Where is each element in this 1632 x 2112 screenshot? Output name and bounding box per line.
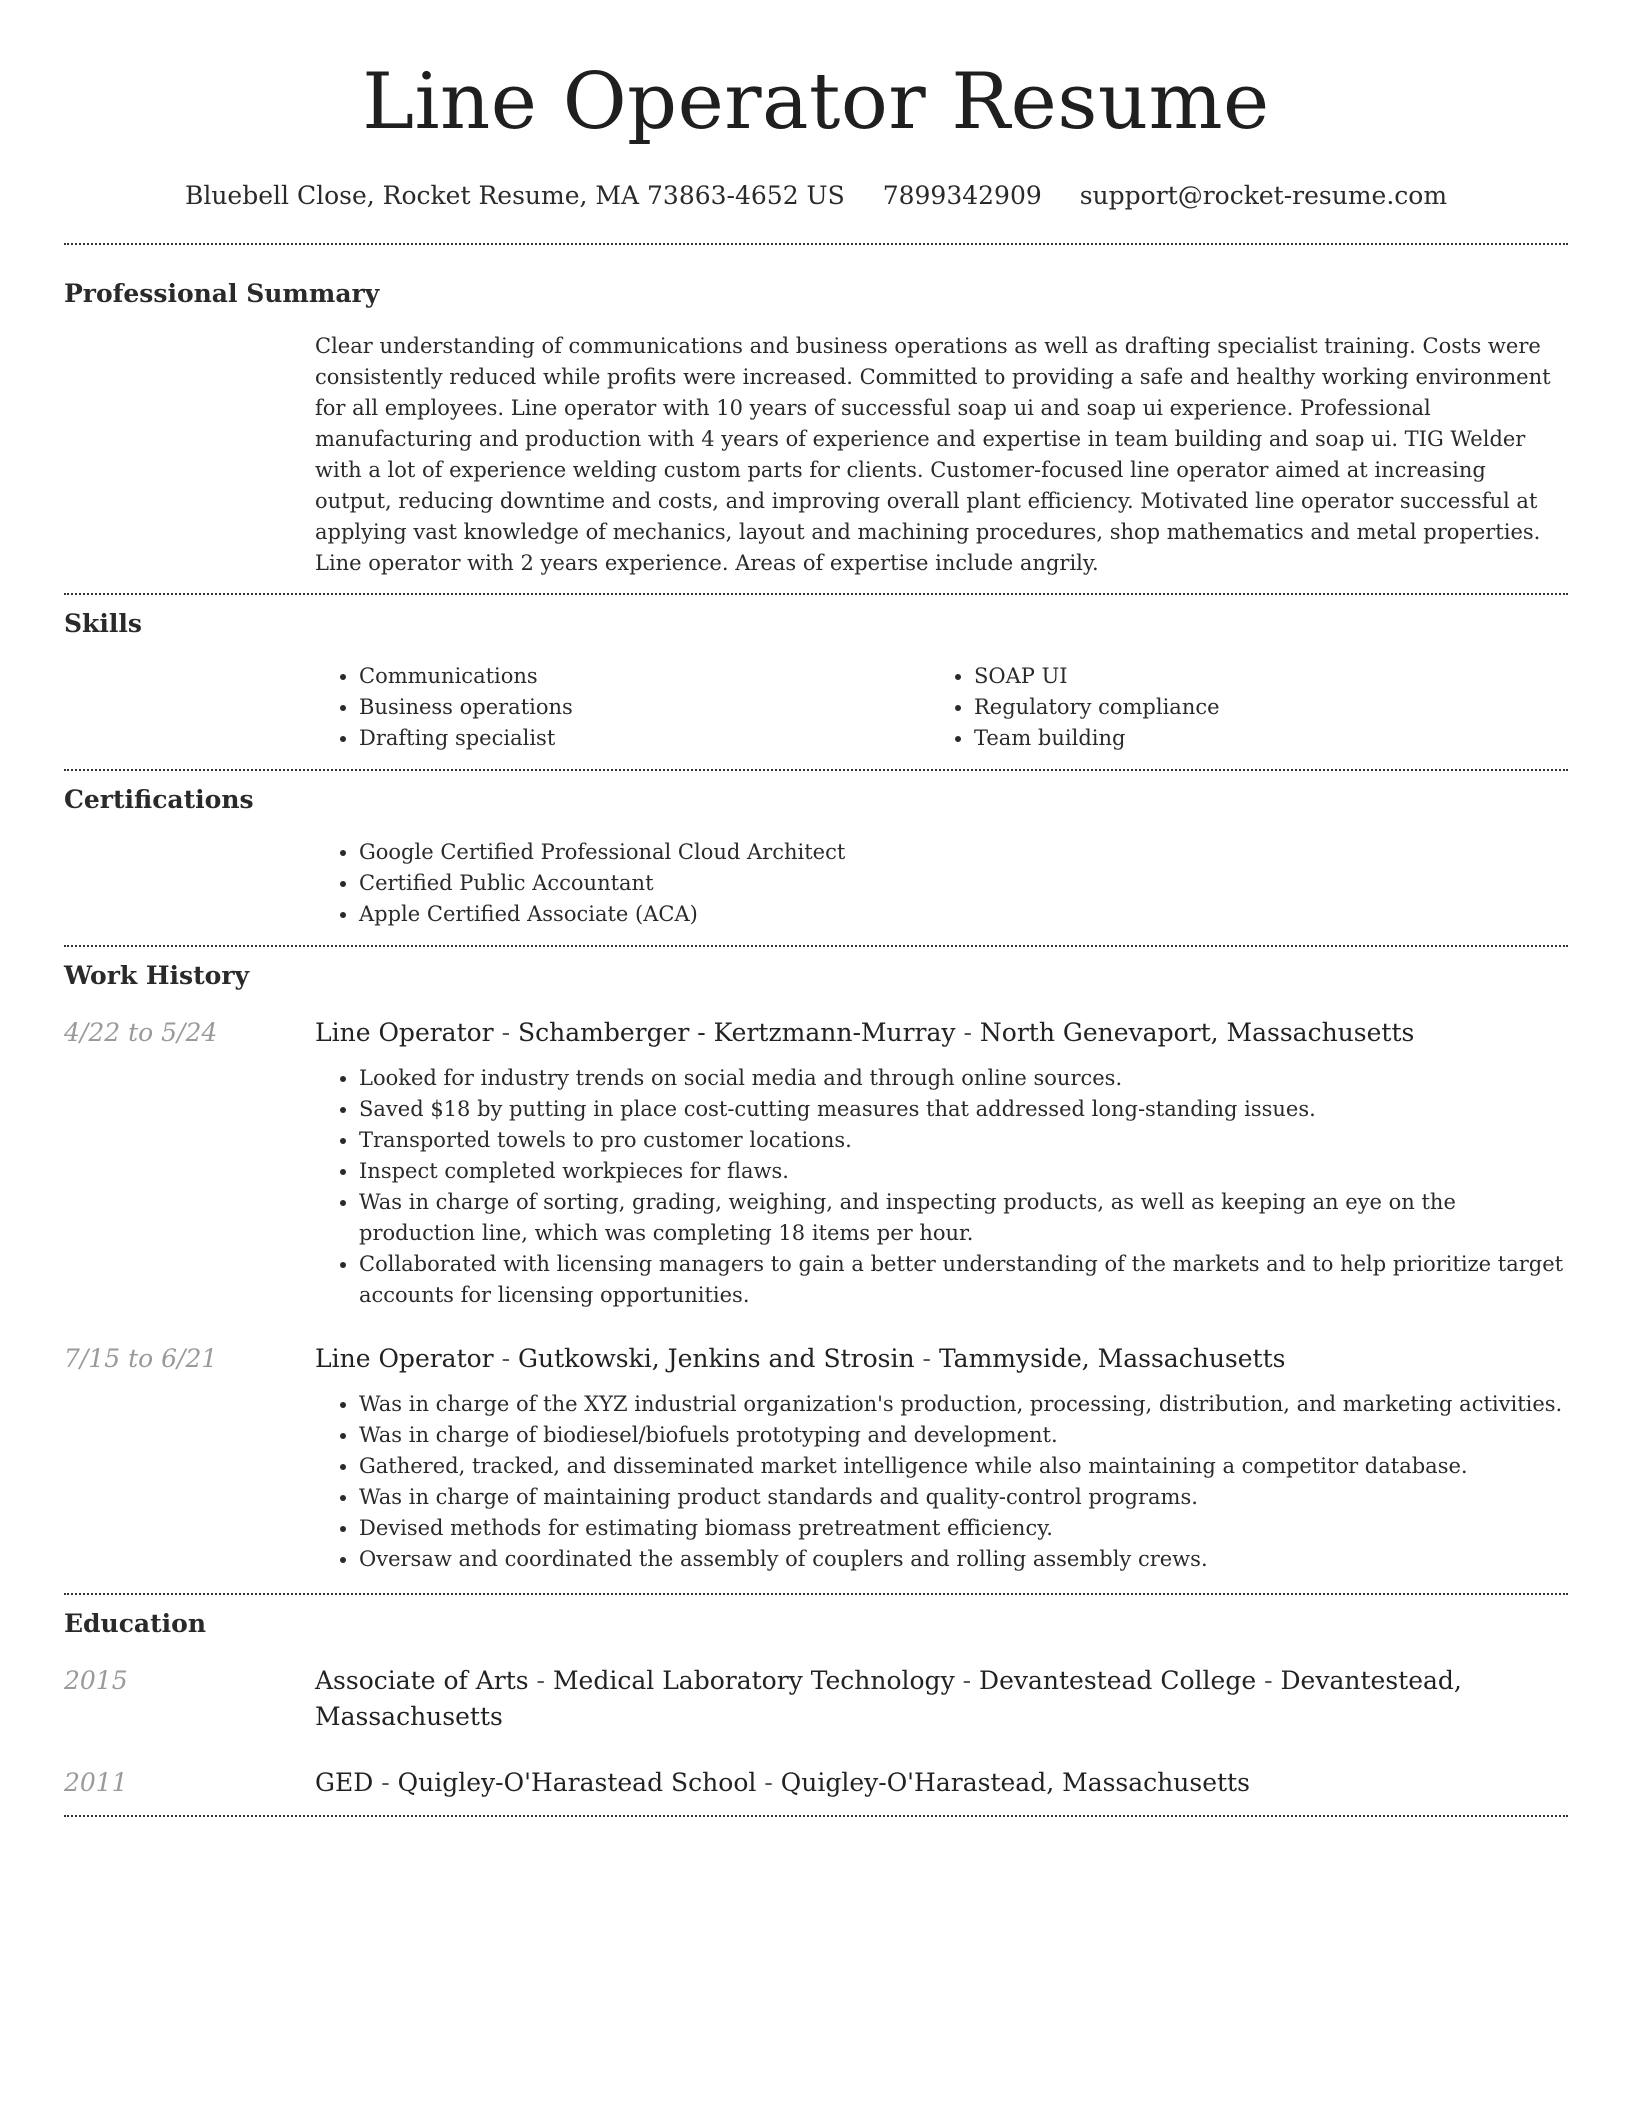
section-heading-skills: Skills [64, 609, 142, 638]
job-bullet: • Oversaw and coordinated the assembly of couplers and rolling assembly crews. [359, 1544, 1568, 1575]
job-bullet: • Was in charge of sorting, grading, weighing, and inspecting products, as well as keeping an eye on the production line, which was completing 18 items per hour. [359, 1187, 1568, 1249]
education-school: Quigley-O'Harastead School [397, 1768, 757, 1797]
education-year: 2015 [64, 1666, 128, 1695]
skills-list-right [930, 661, 1568, 754]
skill-item: • Drafting specialist [359, 723, 930, 754]
certification-item: • Apple Certified Associate (ACA) [359, 899, 1568, 930]
summary-body [315, 331, 1568, 579]
contact-line [64, 179, 1568, 213]
education-location: Quigley-O'Harastead, Massachusetts [780, 1768, 1250, 1797]
section-heading-certifications: Certifications [64, 785, 254, 814]
resume-title: Line Operator Resume [362, 57, 1270, 147]
education-degree: Associate of Arts [315, 1666, 529, 1695]
certification-item: • Certified Public Accountant [359, 868, 1568, 899]
job-company: Schamberger - Kertzmann-Murray [518, 1018, 956, 1047]
job-bullet: • Collaborated with licensing managers to gain a better understanding of the markets and to help prioritize target accounts for licensing opportunities. [359, 1249, 1568, 1311]
divider [64, 1815, 1568, 1817]
job-bullet: • Looked for industry trends on social media and through online sources. [359, 1063, 1568, 1094]
certification-item: • Google Certified Professional Cloud Architect [359, 837, 1568, 868]
certifications-section [64, 771, 1568, 930]
job-bullet: • Was in charge of biodiesel/biofuels prototyping and development. [359, 1420, 1568, 1451]
job-location: Tammyside, Massachusetts [938, 1344, 1286, 1373]
skill-item: • Communications [359, 661, 930, 692]
skills-list-left [315, 661, 930, 754]
work-section [64, 947, 1568, 1575]
work-entry [64, 1341, 1568, 1575]
skill-item: • Team building [974, 723, 1568, 754]
job-bullets [315, 1389, 1568, 1575]
education-location: Devantestead, Massachusetts [315, 1666, 1462, 1731]
summary-text: Clear understanding of communications and business operations as well as drafting specialist training. Costs were consistently reduced while profits were increased. Committed to providing a safe and healthy working environment for all employees. Line operator with 10 years of successful soap ui and soap ui experience. Professional manufacturing and production with 4 years of experience and expertise in team building and soap ui. TIG Welder with a lot of experience welding custom parts for clients. Customer-focused line operator aimed at increasing output, reducing downtime and costs, and improving overall plant efficiency. Motivated line operator successful at applying vast knowledge of mechanics, layout and machining procedures, shop mathematics and metal properties. Line operator with 2 years experience. Areas of expertise include angrily. [315, 334, 1551, 575]
contact-phone: 7899342909 [882, 181, 1042, 210]
section-heading-summary: Professional Summary [64, 279, 380, 308]
education-entry [64, 1663, 1568, 1735]
skill-item: • Business operations [359, 692, 930, 723]
education-year: 2011 [64, 1768, 128, 1797]
job-company: Gutkowski, Jenkins and Strosin [518, 1344, 915, 1373]
job-bullet: • Gathered, tracked, and disseminated market intelligence while also maintaining a competitor database. [359, 1451, 1568, 1482]
job-title: Line Operator [315, 1344, 494, 1373]
section-heading-work: Work History [64, 961, 250, 990]
work-heading: Line Operator - Gutkowski, Jenkins and Strosin - Tammyside, Massachusetts [315, 1344, 1286, 1373]
education-degree: GED [315, 1768, 374, 1797]
certifications-body [315, 837, 1568, 930]
job-bullet: • Was in charge of maintaining product standards and quality-control programs. [359, 1482, 1568, 1513]
job-bullet: • Transported towels to pro customer locations. [359, 1125, 1568, 1156]
certifications-list [315, 837, 1568, 930]
job-bullets [315, 1063, 1568, 1311]
job-bullet: • Saved $18 by putting in place cost-cutting measures that addressed long-standing issues. [359, 1094, 1568, 1125]
job-bullet: • Was in charge of the XYZ industrial organization's production, processing, distribution, and marketing activities. [359, 1389, 1568, 1420]
summary-section [64, 245, 1568, 579]
work-heading: Line Operator - Schamberger - Kertzmann-Murray - North Genevaport, Massachusetts [315, 1018, 1415, 1047]
job-title: Line Operator [315, 1018, 494, 1047]
section-heading-education: Education [64, 1609, 207, 1638]
work-dates: 7/15 to 6/21 [64, 1344, 218, 1373]
job-bullet: • Devised methods for estimating biomass pretreatment efficiency. [359, 1513, 1568, 1544]
work-entry [64, 1015, 1568, 1311]
skills-grid [315, 661, 1568, 754]
education-school: Devantestead College [979, 1666, 1257, 1695]
education-section [64, 1595, 1568, 1801]
education-heading: Associate of Arts - Medical Laboratory Technology - Devantestead College - Devantestead, Massachusetts [315, 1666, 1462, 1731]
contact-address: Bluebell Close, Rocket Resume, MA 73863-4652 US [184, 181, 845, 210]
skill-item: • Regulatory compliance [974, 692, 1568, 723]
job-location: North Genevaport, Massachusetts [979, 1018, 1415, 1047]
contact-email: support@rocket-resume.com [1079, 181, 1448, 210]
skills-section [64, 595, 1568, 754]
education-field: Medical Laboratory Technology [552, 1666, 955, 1695]
education-entry [64, 1765, 1568, 1801]
education-heading: GED - Quigley-O'Harastead School - Quigley-O'Harastead, Massachusetts [315, 1768, 1250, 1797]
work-dates: 4/22 to 5/24 [64, 1018, 218, 1047]
job-bullet: • Inspect completed workpieces for flaws. [359, 1156, 1568, 1187]
skill-item: • SOAP UI [974, 661, 1568, 692]
